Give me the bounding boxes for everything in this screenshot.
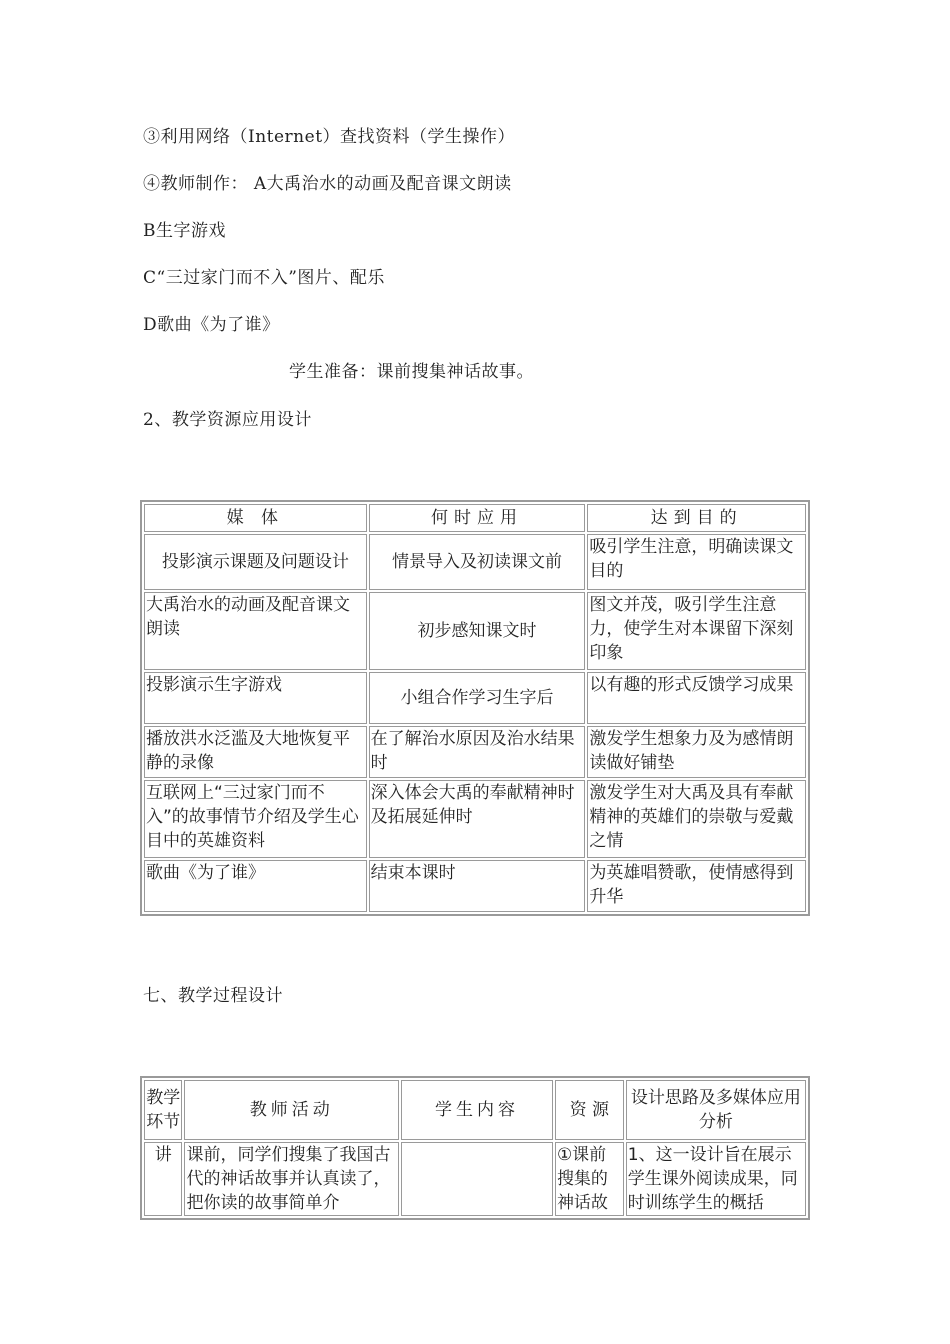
table-cell: ①课前搜集的神话故 [555,1142,624,1216]
table-cell: 互联网上“三过家门而不入”的故事情节介绍及学生心目中的英雄资料 [144,780,367,858]
table-header-cell: 达到目的 [587,504,806,532]
table-cell: 激发学生对大禹及具有奉献精神的英雄们的崇敬与爱戴之情 [587,780,806,858]
table-cell: 投影演示生字游戏 [144,672,367,724]
table-row [144,592,806,670]
table-row [144,860,806,912]
table-row [144,534,806,590]
table-cell: 深入体会大禹的奉献精神时及拓展延伸时 [369,780,586,858]
table-cell [401,1142,553,1216]
table-cell: 课前，同学们搜集了我国古代的神话故事并认真读了，把你读的故事简单介 [184,1142,399,1216]
table-cell: 在了解治水原因及治水结果时 [369,726,586,778]
text-line: ③利用网络（Internet）查找资料（学生操作） [143,127,516,147]
table-cell: 图文并茂，吸引学生注意力，使学生对本课留下深刻印象 [587,592,806,670]
table-cell: 播放洪水泛滥及大地恢复平静的录像 [144,726,367,778]
table-cell: 吸引学生注意，明确读课文目的 [587,534,806,590]
table-cell: 结束本课时 [369,860,586,912]
table-cell: 为英雄唱赞歌，使情感得到升华 [587,860,806,912]
table-header-row [144,504,806,532]
text-line: B生字游戏 [143,221,226,241]
table-row [144,1142,806,1216]
section-heading: 2、教学资源应用设计 [143,410,312,430]
table-cell: 情景导入及初读课文前 [369,534,586,590]
table-cell: 讲 [144,1142,182,1216]
text-line: 学生准备：课前搜集神话故事。 [289,362,534,382]
resource-table [140,500,810,916]
table-cell: 大禹治水的动画及配音课文朗读 [144,592,367,670]
text-line: ④教师制作： A大禹治水的动画及配音课文朗读 [143,174,512,194]
table-cell: 以有趣的形式反馈学习成果 [587,672,806,724]
table-header-cell: 学生内容 [401,1080,553,1140]
section-heading: 七、教学过程设计 [143,986,283,1006]
table-header-cell: 资 源 [555,1080,624,1140]
table-cell: 投影演示课题及问题设计 [144,534,367,590]
table-cell: 1、这一设计旨在展示学生课外阅读成果，同时训练学生的概括 [626,1142,806,1216]
table-row [144,672,806,724]
table-header-cell: 设计思路及多媒体应用分析 [626,1080,806,1140]
table-header-cell: 媒 体 [144,504,367,532]
table-cell: 小组合作学习生字后 [369,672,586,724]
table-row [144,726,806,778]
table-header-cell: 教师活动 [184,1080,399,1140]
table-header-cell: 何时应用 [369,504,586,532]
text-line: C“三过家门而不入”图片、配乐 [143,268,385,288]
table-cell: 歌曲《为了谁》 [144,860,367,912]
process-table [140,1076,810,1220]
table-cell: 初步感知课文时 [369,592,586,670]
table-row [144,780,806,858]
table-header-cell: 教学环节 [144,1080,182,1140]
table-cell: 激发学生想象力及为感情朗读做好铺垫 [587,726,806,778]
text-line: D歌曲《为了谁》 [143,315,280,335]
table-header-row [144,1080,806,1140]
